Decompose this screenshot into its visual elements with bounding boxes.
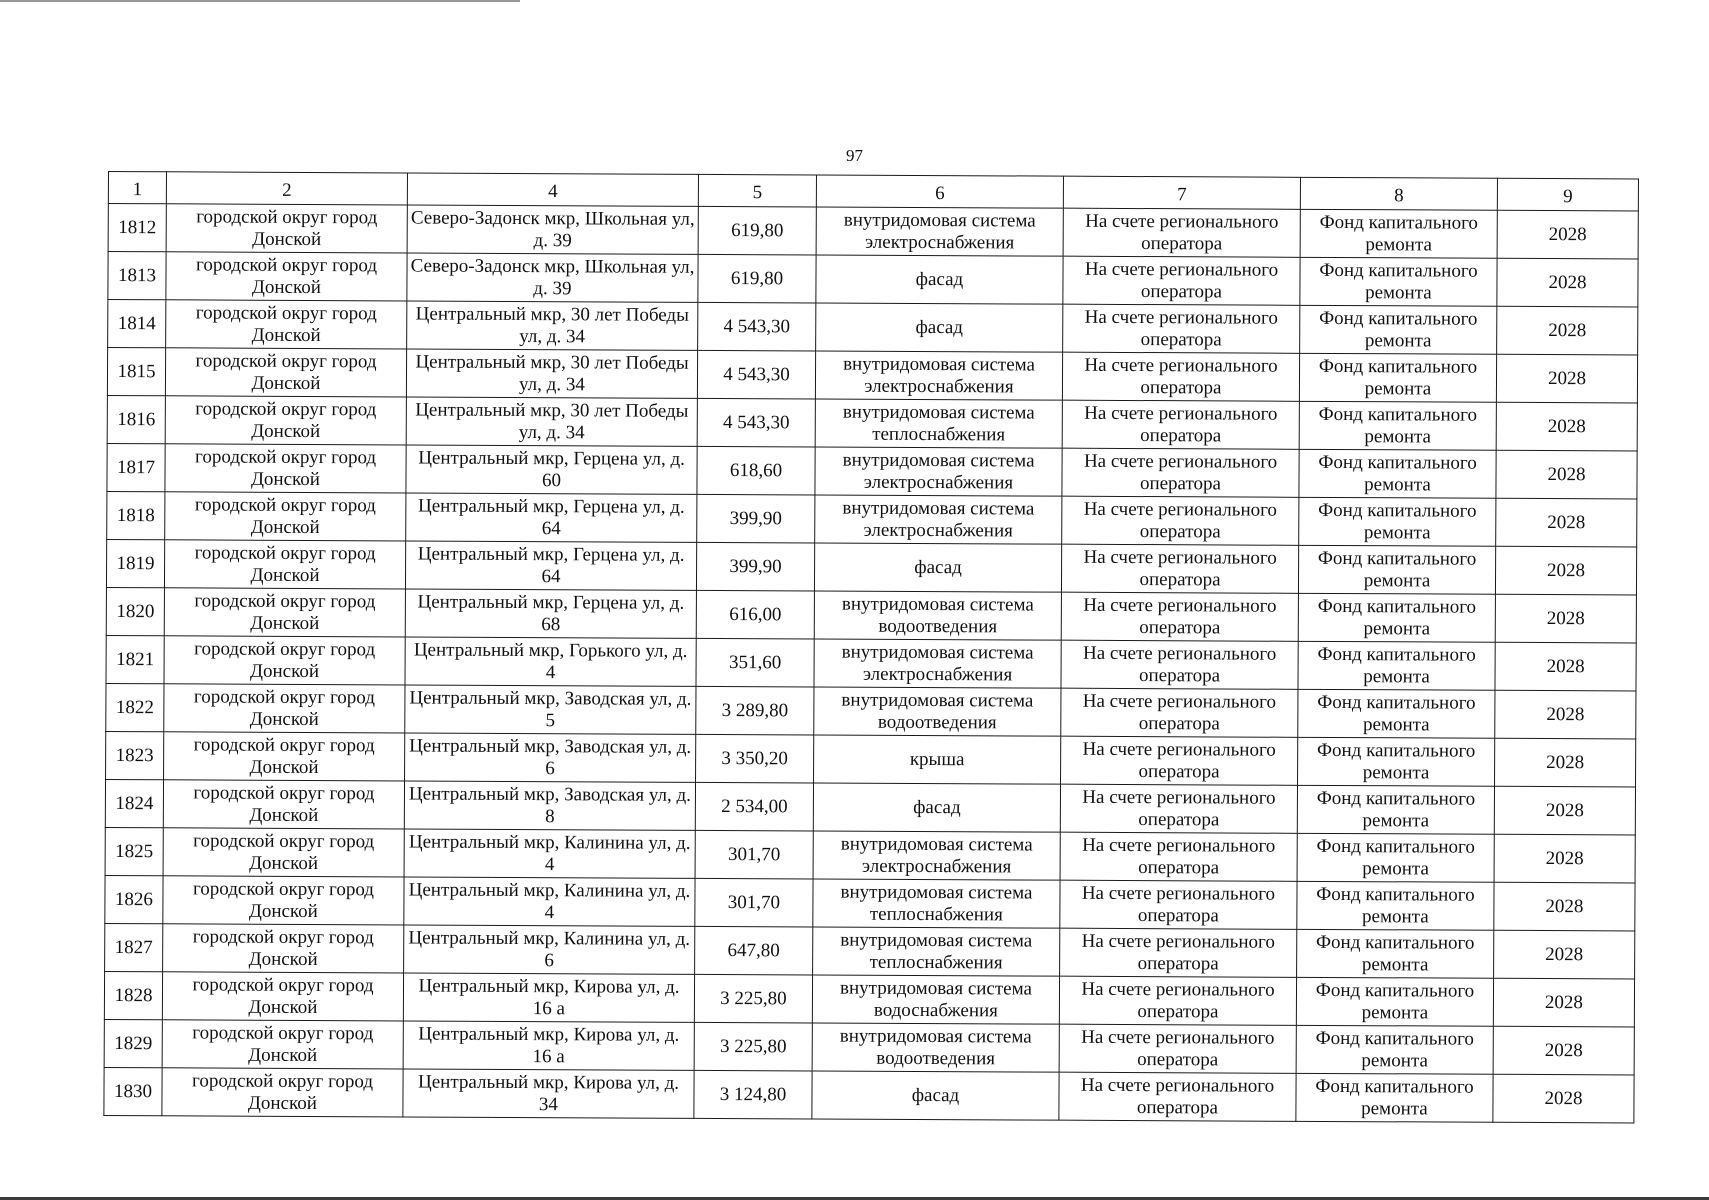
table-row [105,923,1635,978]
area-cell: 618,60 [697,446,815,495]
row-number-cell: 1817 [107,443,165,491]
row-number-cell: 1812 [108,204,166,252]
municipality-cell: городской округ город Донской [163,924,404,973]
page-number: 97 [846,146,863,165]
table-row [108,252,1638,307]
funding-source-cell: Фонд капитального ремонта [1298,593,1495,642]
funding-source-cell: Фонд капитального ремонта [1299,353,1496,402]
funding-source-cell: Фонд капитального ремонта [1297,881,1494,930]
scan-edge-top [0,0,520,2]
area-cell: 4 543,30 [697,350,815,399]
row-number-cell: 1828 [104,971,162,1019]
account-cell: На счете регионального оператора [1063,304,1300,353]
area-cell: 3 289,80 [696,686,814,735]
work-type-cell: фасад [816,303,1063,352]
address-cell: Центральный мкр, Кирова ул, д. 16 а [403,1021,694,1070]
year-cell: 2028 [1495,690,1636,739]
header-cell: 7 [1063,176,1300,209]
funding-source-cell: Фонд капитального ремонта [1299,497,1496,546]
funding-source-cell: Фонд капитального ремонта [1297,785,1494,834]
address-cell: Северо-Задонск мкр, Школьная ул, д. 39 [407,253,698,302]
work-type-cell: фасад [816,255,1063,304]
account-cell: На счете регионального оператора [1061,688,1298,737]
year-cell: 2028 [1493,978,1634,1027]
funding-source-cell: Фонд капитального ремонта [1298,545,1495,594]
row-number-cell: 1825 [105,827,163,875]
work-type-cell: фасад [813,783,1060,832]
row-number-cell: 1819 [106,539,164,587]
year-cell: 2028 [1494,882,1635,931]
year-cell: 2028 [1497,306,1638,355]
year-cell: 2028 [1497,258,1638,307]
table-row [107,491,1637,546]
address-cell: Центральный мкр, 30 лет Победы ул, д. 34 [407,301,698,350]
work-type-cell: внутридомовая система электроснабжения [813,831,1060,880]
repair-schedule-table [103,171,1639,1123]
row-number-cell: 1816 [107,395,165,443]
municipality-cell: городской округ город Донской [164,684,405,733]
account-cell: На счете регионального оператора [1059,1024,1296,1073]
account-cell: На счете регионального оператора [1062,496,1299,545]
account-cell: На счете регионального оператора [1061,592,1298,641]
year-cell: 2028 [1496,402,1637,451]
area-cell: 351,60 [696,638,814,687]
area-cell: 2 534,00 [695,782,813,831]
table-row [105,875,1635,930]
work-type-cell: внутридомовая система электроснабжения [815,351,1062,400]
account-cell: На счете регионального оператора [1062,448,1299,497]
year-cell: 2028 [1493,1074,1634,1123]
table-row [106,635,1636,690]
account-cell: На счете регионального оператора [1060,832,1297,881]
municipality-cell: городской округ город Донской [162,1020,403,1069]
table-row [104,971,1634,1026]
account-cell: На счете регионального оператора [1060,880,1297,929]
municipality-cell: городской округ город Донской [166,300,407,349]
account-cell: На счете регионального оператора [1062,400,1299,449]
funding-source-cell: Фонд капитального ремонта [1299,449,1496,498]
row-number-cell: 1824 [105,779,163,827]
account-cell: На счете регионального оператора [1059,1072,1296,1121]
row-number-cell: 1820 [106,587,164,635]
municipality-cell: городской округ город Донской [163,828,404,877]
row-number-cell: 1818 [107,491,165,539]
table-row [107,395,1637,450]
year-cell: 2028 [1494,786,1635,835]
work-type-cell: внутридомовая система электроснабжения [816,207,1063,256]
address-cell: Центральный мкр, Калинина ул, д. 4 [404,877,695,926]
header-cell: 4 [407,173,698,206]
work-type-cell: внутридомовая система теплоснабжения [813,927,1060,976]
header-cell: 9 [1497,178,1638,211]
header-cell: 1 [108,172,166,204]
account-cell: На счете регионального оператора [1060,784,1297,833]
funding-source-cell: Фонд капитального ремонта [1297,833,1494,882]
table-row [106,587,1636,642]
municipality-cell: городской округ город Донской [164,636,405,685]
address-cell: Центральный мкр, Кирова ул, д. 16 а [403,973,694,1022]
municipality-cell: городской округ город Донской [166,252,407,301]
account-cell: На счете регионального оператора [1063,256,1300,305]
work-type-cell: фасад [812,1071,1059,1120]
year-cell: 2028 [1495,738,1636,787]
work-type-cell: фасад [814,543,1061,592]
municipality-cell: городской округ город Донской [165,492,406,541]
area-cell: 619,80 [698,206,816,255]
address-cell: Центральный мкр, Горького ул, д. 4 [405,637,696,686]
municipality-cell: городской округ город Донской [165,348,406,397]
year-cell: 2028 [1496,354,1637,403]
header-cell: 6 [816,175,1063,208]
row-number-cell: 1823 [106,731,164,779]
address-cell: Центральный мкр, Герцена ул, д. 68 [405,589,696,638]
address-cell: Северо-Задонск мкр, Школьная ул, д. 39 [407,205,698,254]
year-cell: 2028 [1494,930,1635,979]
funding-source-cell: Фонд капитального ремонта [1300,209,1497,258]
address-cell: Центральный мкр, Герцена ул, д. 64 [405,541,696,590]
work-type-cell: внутридомовая система электроснабжения [814,639,1061,688]
year-cell: 2028 [1494,834,1635,883]
address-cell: Центральный мкр, Заводская ул, д. 8 [404,781,695,830]
address-cell: Центральный мкр, Калинина ул, д. 4 [404,829,695,878]
table-row [107,348,1637,403]
municipality-cell: городской округ город Донской [163,876,404,925]
municipality-cell: городской округ город Донской [164,540,405,589]
account-cell: На счете регионального оператора [1061,640,1298,689]
row-number-cell: 1826 [105,875,163,923]
area-cell: 399,90 [697,494,815,543]
table-row [106,683,1636,738]
year-cell: 2028 [1495,594,1636,643]
funding-source-cell: Фонд капитального ремонта [1296,1025,1493,1074]
table-row [104,1019,1634,1074]
year-cell: 2028 [1496,450,1637,499]
municipality-cell: городской округ город Донской [164,732,405,781]
year-cell: 2028 [1496,498,1637,547]
address-cell: Центральный мкр, Заводская ул, д. 6 [405,733,696,782]
table-row [104,1067,1634,1122]
work-type-cell: внутридомовая система электроснабжения [815,447,1062,496]
row-number-cell: 1821 [106,635,164,683]
row-number-cell: 1815 [107,348,165,396]
address-cell: Центральный мкр, Герцена ул, д. 60 [406,445,697,494]
area-cell: 647,80 [695,926,813,975]
municipality-cell: городской округ город Донской [162,1068,403,1117]
area-cell: 3 124,80 [694,1070,812,1119]
address-cell: Центральный мкр, Заводская ул, д. 5 [405,685,696,734]
area-cell: 619,80 [698,254,816,303]
work-type-cell: внутридомовая система водоотведения [814,591,1061,640]
work-type-cell: внутридомовая система электроснабжения [815,495,1062,544]
area-cell: 3 225,80 [694,1022,812,1071]
account-cell: На счете регионального оператора [1061,544,1298,593]
funding-source-cell: Фонд капитального ремонта [1299,401,1496,450]
account-cell: На счете регионального оператора [1063,208,1300,257]
year-cell: 2028 [1495,642,1636,691]
municipality-cell: городской округ город Донской [166,204,407,253]
row-number-cell: 1827 [105,923,163,971]
funding-source-cell: Фонд капитального ремонта [1298,689,1495,738]
address-cell: Центральный мкр, 30 лет Победы ул, д. 34 [406,397,697,446]
header-cell: 2 [166,172,407,205]
work-type-cell: крыша [814,735,1061,784]
account-cell: На счете регионального оператора [1060,928,1297,977]
table-row [105,779,1635,834]
address-cell: Центральный мкр, Кирова ул, д. 34 [403,1069,694,1118]
area-cell: 4 543,30 [697,398,815,447]
year-cell: 2028 [1493,1026,1634,1075]
table-row [107,443,1637,498]
funding-source-cell: Фонд капитального ремонта [1296,977,1493,1026]
area-cell: 3 225,80 [694,974,812,1023]
row-number-cell: 1822 [106,683,164,731]
table-container [103,171,1638,1123]
table-row [108,300,1638,355]
municipality-cell: городской округ город Донской [162,972,403,1021]
table-row [108,204,1638,259]
account-cell: На счете регионального оператора [1061,736,1298,785]
area-cell: 4 543,30 [698,302,816,351]
year-cell: 2028 [1495,546,1636,595]
row-number-cell: 1830 [104,1067,162,1115]
work-type-cell: внутридомовая система водоотведения [812,1023,1059,1072]
work-type-cell: внутридомовая система водоотведения [814,687,1061,736]
funding-source-cell: Фонд капитального ремонта [1297,929,1494,978]
table-body [104,172,1639,1123]
area-cell: 301,70 [695,830,813,879]
table-row [105,827,1635,882]
work-type-cell: внутридомовая система водоснабжения [812,975,1059,1024]
area-cell: 616,00 [696,590,814,639]
funding-source-cell: Фонд капитального ремонта [1300,257,1497,306]
municipality-cell: городской округ город Донской [163,780,404,829]
municipality-cell: городской округ город Донской [165,444,406,493]
address-cell: Центральный мкр, Герцена ул, д. 64 [406,493,697,542]
row-number-cell: 1813 [108,252,166,300]
account-cell: На счете регионального оператора [1059,976,1296,1025]
work-type-cell: внутридомовая система теплоснабжения [815,399,1062,448]
account-cell: На счете регионального оператора [1062,352,1299,401]
header-cell: 8 [1300,177,1497,210]
table-row [106,539,1636,594]
row-number-cell: 1829 [104,1019,162,1067]
funding-source-cell: Фонд капитального ремонта [1298,737,1495,786]
row-number-cell: 1814 [108,300,166,348]
area-cell: 3 350,20 [696,734,814,783]
address-cell: Центральный мкр, Калинина ул, д. 6 [404,925,695,974]
header-cell: 5 [698,174,816,207]
address-cell: Центральный мкр, 30 лет Победы ул, д. 34 [406,349,697,398]
table-row [106,731,1636,786]
year-cell: 2028 [1497,210,1638,259]
funding-source-cell: Фонд капитального ремонта [1300,305,1497,354]
funding-source-cell: Фонд капитального ремонта [1298,641,1495,690]
municipality-cell: городской округ город Донской [165,396,406,445]
area-cell: 301,70 [695,878,813,927]
municipality-cell: городской округ город Донской [164,588,405,637]
area-cell: 399,90 [696,542,814,591]
work-type-cell: внутридомовая система теплоснабжения [813,879,1060,928]
funding-source-cell: Фонд капитального ремонта [1296,1073,1493,1122]
